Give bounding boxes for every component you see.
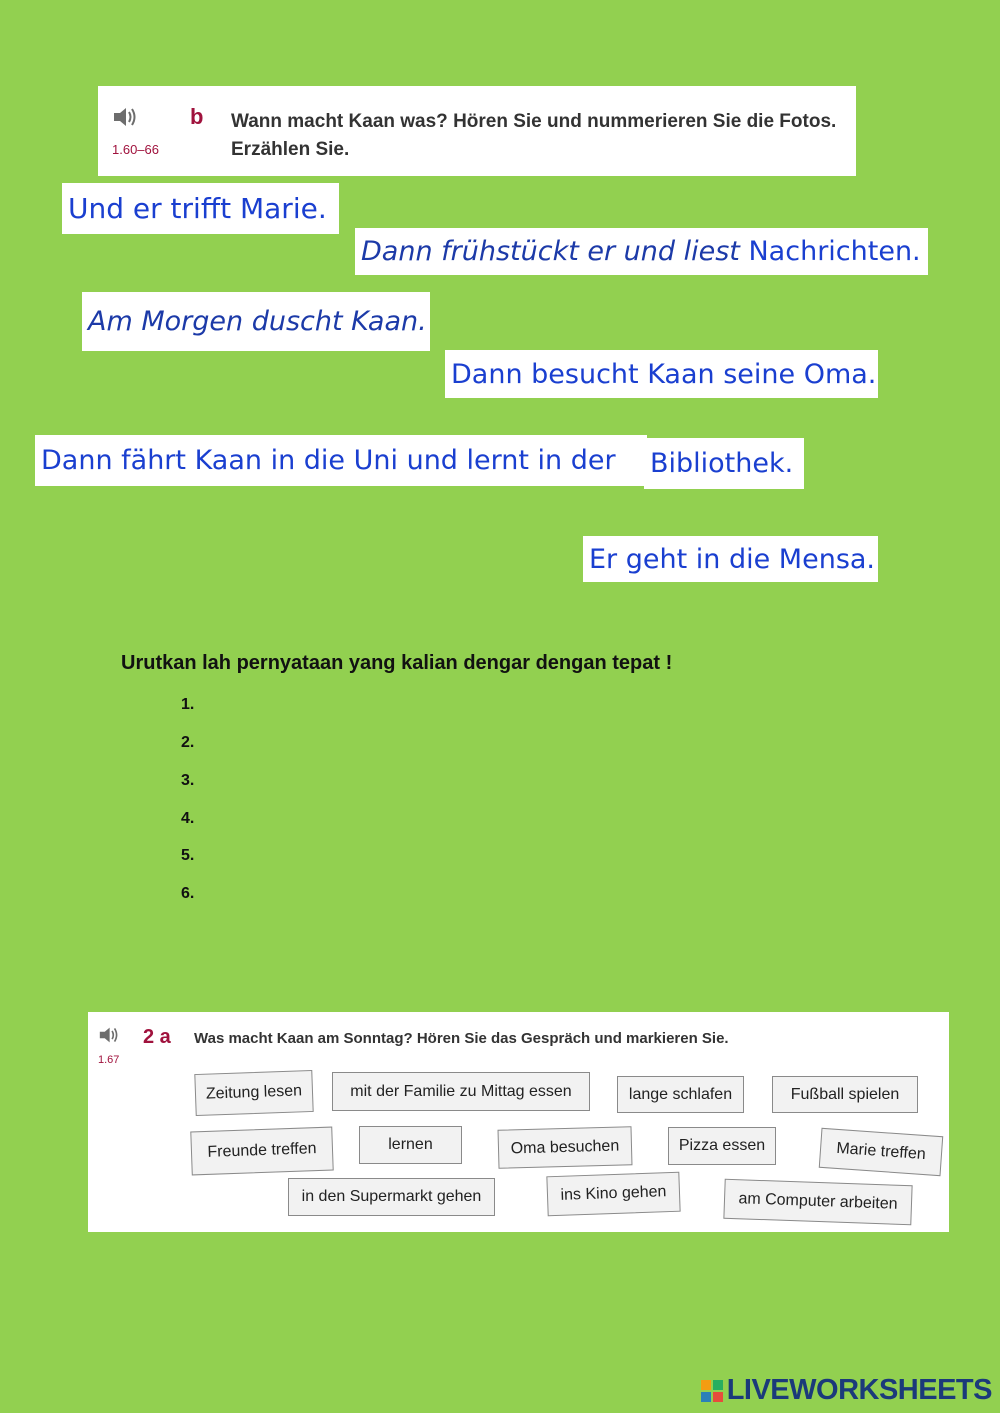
- card-text: Dann besucht Kaan seine Oma.: [451, 358, 877, 390]
- sentence-card-1[interactable]: [62, 183, 339, 234]
- chip-zeitung-lesen[interactable]: Zeitung lesen: [194, 1070, 313, 1116]
- card-text: Nachrichten.: [739, 236, 921, 267]
- liveworksheets-logo-text: LIVEWORKSHEETS: [726, 1374, 992, 1406]
- liveworksheets-logo: [701, 1374, 992, 1407]
- exercise-instruction: [231, 108, 836, 164]
- card-text-italic: Dann frühstückt er und liest: [361, 236, 740, 267]
- sentence-card-6[interactable]: [583, 536, 878, 582]
- exercise-2a-panel: [88, 1012, 949, 1232]
- task-instruction: Urutkan lah pernyataan yang kalian dengar dengan tepat !: [121, 652, 673, 674]
- exercise-letter: b: [190, 104, 204, 129]
- answer-number-2: 2.: [181, 734, 195, 751]
- exercise-number: 2 a: [143, 1026, 171, 1048]
- sentence-card-4[interactable]: [445, 350, 878, 398]
- chip-pizza-essen[interactable]: Pizza essen: [668, 1127, 776, 1165]
- speaker-icon[interactable]: [112, 106, 136, 128]
- sentence-card-5-end[interactable]: [644, 438, 804, 489]
- chip-supermarkt-gehen[interactable]: in den Supermarkt gehen: [288, 1178, 495, 1216]
- instruction-line-1: Wann macht Kaan was? Hören Sie und nummerieren Sie die Fotos.: [231, 111, 837, 132]
- chip-lange-schlafen[interactable]: lange schlafen: [617, 1076, 744, 1113]
- card-text: Bibliothek.: [650, 448, 794, 479]
- chip-kino-gehen[interactable]: ins Kino gehen: [546, 1172, 680, 1217]
- exercise-instruction: Was macht Kaan am Sonntag? Hören Sie das Gespräch und markieren Sie.: [194, 1030, 729, 1047]
- answer-number-4: 4.: [181, 810, 195, 827]
- chip-oma-besuchen[interactable]: Oma besuchen: [498, 1126, 633, 1168]
- instruction-line-2: Erzählen Sie.: [231, 139, 350, 160]
- card-text: Und er trifft Marie.: [68, 191, 327, 225]
- liveworksheets-logo-icon: [701, 1380, 723, 1402]
- answer-number-6: 6.: [181, 885, 195, 902]
- chip-familie-mittag[interactable]: mit der Familie zu Mittag essen: [332, 1072, 590, 1111]
- chip-computer-arbeiten[interactable]: am Computer arbeiten: [723, 1179, 912, 1226]
- sentence-card-3[interactable]: [82, 292, 430, 351]
- chip-fussball-spielen[interactable]: Fußball spielen: [772, 1076, 918, 1113]
- chip-freunde-treffen[interactable]: Freunde treffen: [190, 1127, 333, 1176]
- card-text: Er geht in die Mensa.: [589, 543, 876, 575]
- answer-number-3: 3.: [181, 772, 195, 789]
- speaker-icon[interactable]: [98, 1026, 118, 1044]
- chip-marie-treffen[interactable]: Marie treffen: [819, 1128, 943, 1176]
- exercise-b-header: [98, 86, 856, 176]
- track-number: 1.67: [98, 1054, 120, 1066]
- answer-number-1: 1.: [181, 696, 195, 713]
- answer-number-5: 5.: [181, 847, 195, 864]
- track-number: 1.60–66: [112, 142, 159, 157]
- card-text: Dann fährt Kaan in die Uni und lernt in der: [41, 445, 616, 476]
- card-text-italic: Am Morgen duscht Kaan.: [88, 306, 427, 337]
- chip-lernen[interactable]: lernen: [359, 1126, 462, 1164]
- sentence-card-5[interactable]: [35, 435, 647, 486]
- sentence-card-2[interactable]: [355, 228, 928, 275]
